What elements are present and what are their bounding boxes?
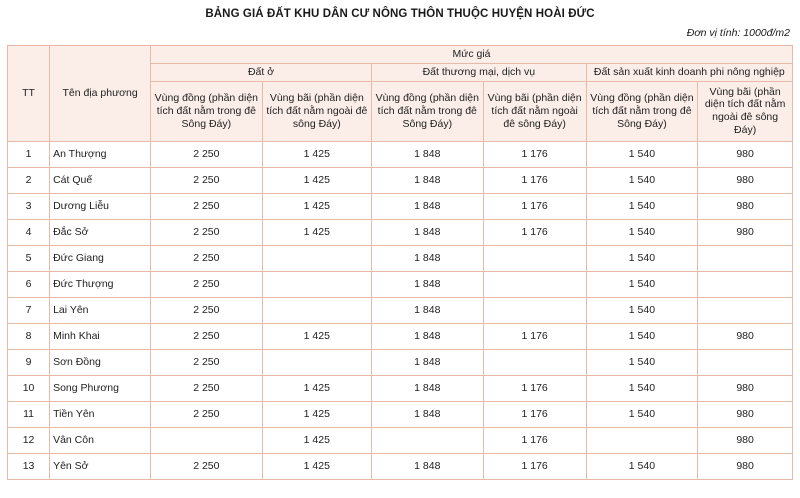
row-locality: Dương Liễu: [50, 193, 151, 219]
row-index: 4: [8, 219, 50, 245]
row-value: [698, 245, 793, 271]
table-row: [8, 167, 793, 193]
row-value: 980: [698, 141, 793, 167]
table-body: [8, 141, 793, 479]
row-value: 1 540: [586, 271, 698, 297]
row-index: 2: [8, 167, 50, 193]
row-value: 1 176: [483, 453, 586, 479]
header-sub-4: Vùng bãi (phần diện tích đất nằm ngoài đê sông Đáy): [483, 81, 586, 141]
row-value: 1 176: [483, 141, 586, 167]
row-value: 1 848: [372, 219, 484, 245]
row-value: 1 425: [262, 219, 371, 245]
row-value: 2 250: [151, 323, 263, 349]
row-index: 7: [8, 297, 50, 323]
row-value: [262, 297, 371, 323]
header-tt: TT: [8, 46, 50, 142]
row-locality: Sơn Đồng: [50, 349, 151, 375]
row-value: 1 540: [586, 167, 698, 193]
row-value: 1 540: [586, 349, 698, 375]
row-value: [483, 297, 586, 323]
row-locality: Vân Côn: [50, 427, 151, 453]
row-value: 1 848: [372, 323, 484, 349]
table-row: [8, 375, 793, 401]
row-value: 1 848: [372, 453, 484, 479]
unit-note: Đơn vị tính: 1000đ/m2: [686, 27, 790, 39]
row-value: 1 848: [372, 401, 484, 427]
row-value: 1 540: [586, 245, 698, 271]
row-value: 1 425: [262, 323, 371, 349]
header-sub-6: Vùng bãi (phần diện tích đất nằm ngoài đê sông Đáy): [698, 81, 793, 141]
row-value: 1 176: [483, 375, 586, 401]
row-value: [262, 349, 371, 375]
row-value: 1 540: [586, 401, 698, 427]
row-locality: Song Phương: [50, 375, 151, 401]
row-index: 12: [8, 427, 50, 453]
header-group-commercial: Đất thương mại, dịch vụ: [372, 63, 587, 81]
row-locality: Lai Yên: [50, 297, 151, 323]
row-value: 1 176: [483, 401, 586, 427]
header-sub-2: Vùng bãi (phần diện tích đất nằm ngoài đê sông Đáy): [262, 81, 371, 141]
row-value: [372, 427, 484, 453]
row-value: 2 250: [151, 193, 263, 219]
header-row-1: [8, 46, 793, 64]
row-value: 2 250: [151, 297, 263, 323]
row-value: 2 250: [151, 245, 263, 271]
row-value: 1 425: [262, 193, 371, 219]
row-value: 2 250: [151, 375, 263, 401]
land-price-table: [7, 45, 793, 480]
row-index: 5: [8, 245, 50, 271]
row-index: 6: [8, 271, 50, 297]
row-value: [262, 271, 371, 297]
row-value: 1 540: [586, 453, 698, 479]
row-value: 1 425: [262, 375, 371, 401]
row-value: 1 176: [483, 167, 586, 193]
row-locality: Cát Quế: [50, 167, 151, 193]
row-value: 1 425: [262, 167, 371, 193]
row-value: 980: [698, 401, 793, 427]
table-row: [8, 401, 793, 427]
row-value: 2 250: [151, 219, 263, 245]
row-value: 2 250: [151, 167, 263, 193]
row-index: 1: [8, 141, 50, 167]
header-sub-1: Vùng đồng (phần diện tích đất nằm trong đê Sông Đáy): [151, 81, 263, 141]
table-row: [8, 193, 793, 219]
row-value: 1 540: [586, 375, 698, 401]
row-locality: Minh Khai: [50, 323, 151, 349]
row-value: [483, 349, 586, 375]
table-row: [8, 245, 793, 271]
row-value: 1 540: [586, 323, 698, 349]
row-locality: Đức Thượng: [50, 271, 151, 297]
row-locality: Đức Giang: [50, 245, 151, 271]
row-locality: Yên Sở: [50, 453, 151, 479]
row-value: [262, 245, 371, 271]
header-price-group: Mức giá: [151, 46, 793, 64]
row-value: 2 250: [151, 401, 263, 427]
row-value: 980: [698, 427, 793, 453]
row-value: [698, 297, 793, 323]
row-value: 2 250: [151, 349, 263, 375]
row-value: [483, 245, 586, 271]
row-locality: An Thượng: [50, 141, 151, 167]
row-value: 1 540: [586, 297, 698, 323]
row-value: 980: [698, 323, 793, 349]
row-value: 1 848: [372, 167, 484, 193]
row-value: 2 250: [151, 271, 263, 297]
row-value: 980: [698, 219, 793, 245]
page-title: BẢNG GIÁ ĐẤT KHU DÂN CƯ NÔNG THÔN THUỘC HUYỆN HOÀI ĐỨC: [205, 8, 595, 20]
row-value: [586, 427, 698, 453]
row-value: 1 848: [372, 297, 484, 323]
table-row: [8, 427, 793, 453]
row-index: 9: [8, 349, 50, 375]
row-value: 1 176: [483, 193, 586, 219]
row-index: 11: [8, 401, 50, 427]
row-index: 3: [8, 193, 50, 219]
row-value: 1 848: [372, 193, 484, 219]
row-value: 1 848: [372, 141, 484, 167]
row-index: 10: [8, 375, 50, 401]
header-sub-5: Vùng đồng (phần diện tích đất nằm trong đê Sông Đáy): [586, 81, 698, 141]
row-index: 8: [8, 323, 50, 349]
header-group-residential: Đất ở: [151, 63, 372, 81]
header-sub-3: Vùng đồng (phần diện tích đất nằm trong đê Sông Đáy): [372, 81, 484, 141]
row-value: [151, 427, 263, 453]
row-value: 2 250: [151, 453, 263, 479]
row-value: 1 540: [586, 193, 698, 219]
row-value: 1 176: [483, 219, 586, 245]
row-locality: Đắc Sở: [50, 219, 151, 245]
table-row: [8, 453, 793, 479]
table-row: [8, 349, 793, 375]
row-value: 1 425: [262, 141, 371, 167]
table-row: [8, 271, 793, 297]
row-index: 13: [8, 453, 50, 479]
row-value: 980: [698, 453, 793, 479]
table-row: [8, 219, 793, 245]
row-value: 1 540: [586, 219, 698, 245]
row-value: 1 425: [262, 427, 371, 453]
row-value: [698, 271, 793, 297]
row-value: [483, 271, 586, 297]
row-value: 980: [698, 375, 793, 401]
row-value: 980: [698, 193, 793, 219]
row-value: 1 425: [262, 401, 371, 427]
table-header: [8, 46, 793, 142]
row-value: 2 250: [151, 141, 263, 167]
row-value: 1 176: [483, 323, 586, 349]
table-row: [8, 323, 793, 349]
row-value: 1 848: [372, 349, 484, 375]
table-row: [8, 141, 793, 167]
row-value: 1 425: [262, 453, 371, 479]
header-locality: Tên địa phương: [50, 46, 151, 142]
row-value: 1 540: [586, 141, 698, 167]
row-value: 1 848: [372, 271, 484, 297]
row-value: 1 848: [372, 245, 484, 271]
header-group-production: Đất sản xuất kinh doanh phi nông nghiệp: [586, 63, 792, 81]
row-value: 1 848: [372, 375, 484, 401]
row-locality: Tiền Yên: [50, 401, 151, 427]
table-row: [8, 297, 793, 323]
row-value: 1 176: [483, 427, 586, 453]
row-value: [698, 349, 793, 375]
row-value: 980: [698, 167, 793, 193]
